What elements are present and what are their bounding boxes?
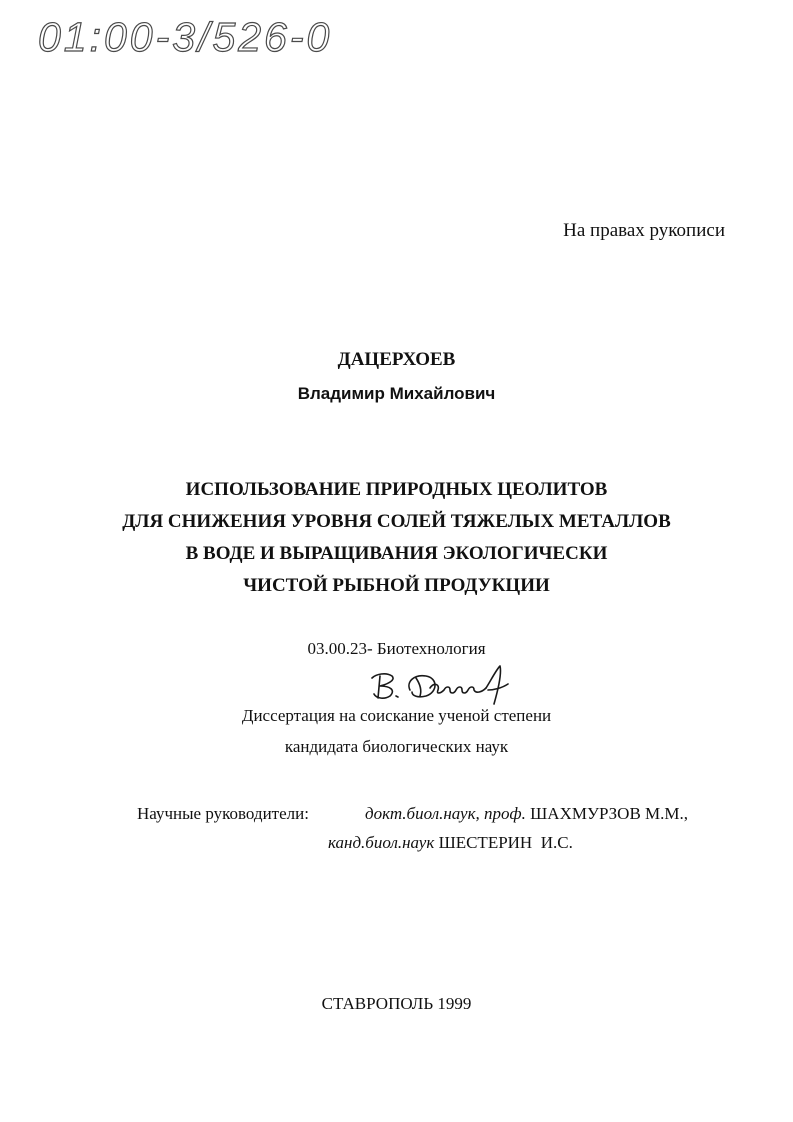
title-line: ИСПОЛЬЗОВАНИЕ ПРИРОДНЫХ ЦЕОЛИТОВ (185, 479, 608, 500)
title-line: ДЛЯ СНИЖЕНИЯ УРОВНЯ СОЛЕЙ ТЯЖЕЛЫХ МЕТАЛЛОВ (122, 511, 671, 532)
city-year: СТАВРОПОЛЬ 1999 (321, 994, 472, 1013)
author-signature (366, 660, 526, 712)
dissertation-purpose: Диссертация на соискание ученой степени (241, 706, 552, 725)
academic-degree: кандидата биологических наук (284, 737, 509, 756)
author-given-names: Владимир Михайлович (297, 384, 496, 403)
advisor-1 (365, 804, 688, 824)
advisor-2-degree: канд.биол.наук (328, 833, 435, 852)
rights-note: На правах рукописи (563, 220, 725, 241)
advisor-2-name: ШЕСТЕРИН И.С. (438, 833, 573, 852)
advisor-1-name: ШАХМУРЗОВ М.М., (530, 804, 689, 823)
advisor-2 (328, 833, 573, 853)
advisor-1-degree: докт.биол.наук, проф. (365, 804, 526, 823)
title-line: В ВОДЕ И ВЫРАЩИВАНИЯ ЭКОЛОГИЧЕСКИ (185, 543, 608, 564)
advisors-label: Научные руководители: (137, 804, 309, 823)
author-surname: ДАЦЕРХОЕВ (337, 349, 456, 370)
specialty-code: 03.00.23- Биотехнология (307, 639, 486, 658)
title-line: ЧИСТОЙ РЫБНОЙ ПРОДУКЦИИ (243, 575, 550, 596)
archive-stamp: 01:00-3/526-0 (38, 14, 333, 60)
